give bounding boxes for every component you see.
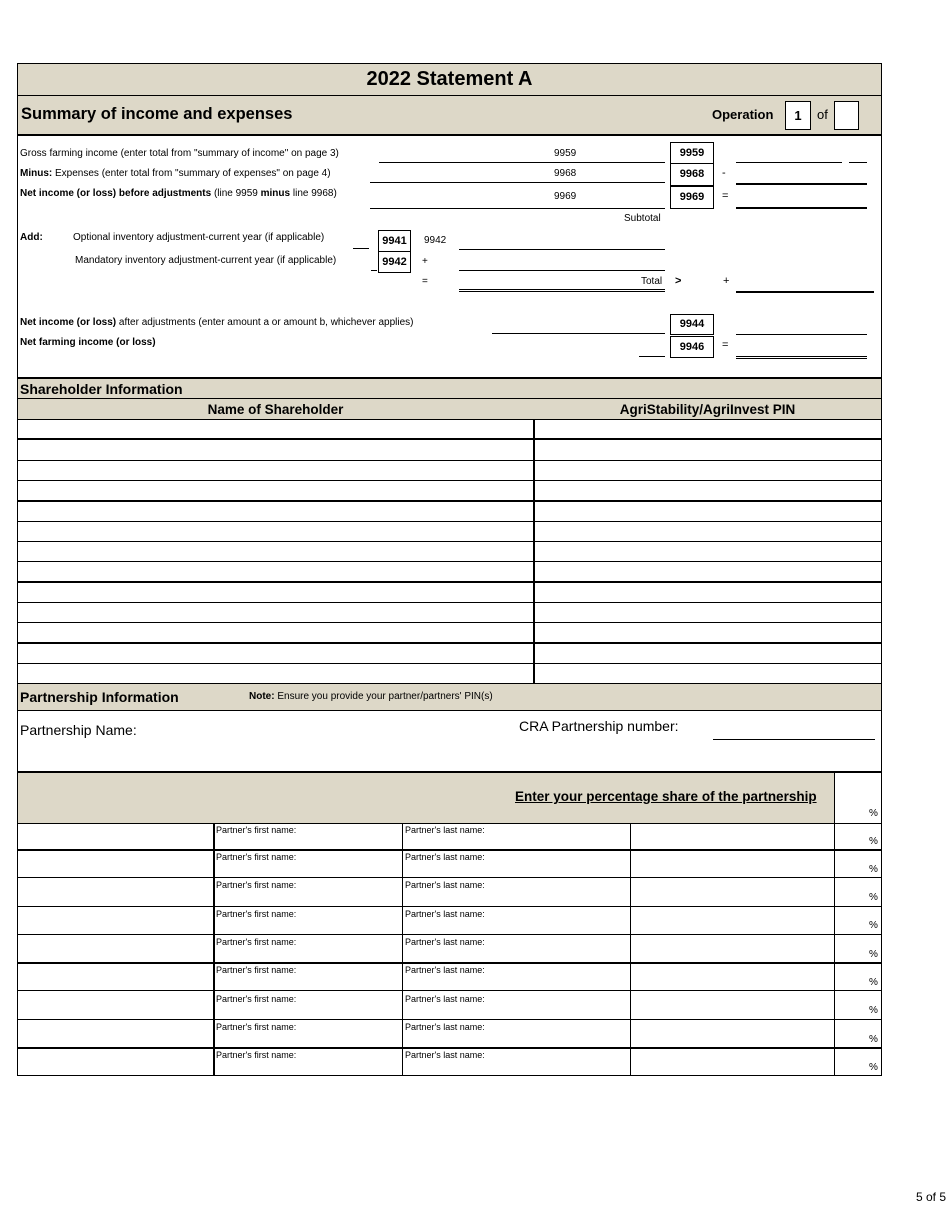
- partner-first-name-label: Partner's first name:: [216, 994, 297, 1004]
- partnership-note: [249, 691, 493, 702]
- total-amount-field[interactable]: [459, 276, 665, 292]
- partner-percent: %: [869, 1005, 878, 1016]
- subtotal-label: Subtotal: [624, 213, 661, 224]
- shareholder-pin-col: AgriStability/AgriInvest PIN: [619, 402, 796, 417]
- code-9942-box: 9942: [378, 251, 411, 273]
- partner-last-name-label: Partner's last name:: [405, 880, 485, 890]
- total-result-field[interactable]: [736, 291, 874, 293]
- partner-percent: %: [869, 920, 878, 931]
- gross-code-ref: 9959: [554, 148, 577, 159]
- partner-last-name-label: Partner's last name:: [405, 1050, 485, 1060]
- table-row[interactable]: [18, 642, 881, 644]
- code-9968-box: 9968: [670, 163, 714, 186]
- partner-last-name-label: Partner's last name:: [405, 965, 485, 975]
- partner-last-name-label: Partner's last name:: [405, 852, 485, 862]
- total-arrow: >: [675, 275, 682, 287]
- gross-income-amount-field[interactable]: [379, 148, 665, 163]
- table-row[interactable]: [18, 480, 881, 481]
- total-label: Total: [641, 276, 663, 287]
- partner-last-name-label: Partner's last name:: [405, 909, 485, 919]
- partner-last-name-label: Partner's last name:: [405, 1022, 485, 1032]
- net-equals-operator: =: [722, 190, 729, 202]
- after-adjustments-text: after adjustments (enter amount a or amount b, whichever applies): [118, 317, 414, 328]
- after-adjustments-bold: Net income (or loss): [20, 317, 117, 328]
- table-row[interactable]: [18, 561, 881, 562]
- expenses-amount-field[interactable]: [370, 168, 665, 183]
- partner-first-name-label: Partner's first name:: [216, 965, 297, 975]
- partnership-name-label: Partnership Name:: [20, 722, 137, 738]
- partner-first-name-label: Partner's first name:: [216, 1050, 297, 1060]
- after-adjustments-total-field[interactable]: [736, 321, 867, 335]
- net-farming-total-field[interactable]: [736, 344, 867, 359]
- net-income-line: [20, 188, 337, 199]
- net-farming-amount-field[interactable]: [639, 343, 665, 357]
- gross-cents-field[interactable]: [849, 148, 867, 163]
- operation-number-field[interactable]: 1: [785, 101, 811, 130]
- net-farming-equals: =: [722, 339, 729, 351]
- of-label: of: [817, 107, 828, 122]
- after-adjustments-line: [20, 317, 414, 328]
- minus-operator: -: [722, 167, 726, 179]
- optional-code-ref: 9942: [424, 235, 447, 246]
- optional-inventory-field[interactable]: [353, 236, 369, 249]
- note-label: Note:: [249, 691, 275, 702]
- net-farming-text: Net farming income (or loss): [20, 337, 156, 348]
- partner-first-name-label: Partner's first name:: [216, 909, 297, 919]
- add-label: Add:: [20, 232, 43, 243]
- summary-section-title: Summary of income and expenses: [21, 105, 293, 123]
- minus-text: Expenses (enter total from "summary of expenses" on page 4): [55, 168, 331, 179]
- minus-line: [20, 168, 331, 179]
- note-text: Ensure you provide your partner/partners' PIN(s): [277, 691, 493, 702]
- page-title: 2022 Statement A: [366, 68, 533, 90]
- shareholder-section-title: Shareholder Information: [20, 381, 183, 397]
- mandatory-inventory-field[interactable]: [371, 258, 377, 271]
- plus-sign: +: [422, 256, 428, 267]
- after-adjustments-amount-field[interactable]: [492, 320, 665, 334]
- table-row[interactable]: [18, 602, 881, 603]
- net-income-bold: Net income (or loss) before adjustments: [20, 188, 212, 199]
- net-income-end: line 9968): [292, 188, 337, 199]
- partner-first-name-label: Partner's first name:: [216, 852, 297, 862]
- partner-first-name-label: Partner's first name:: [216, 1022, 297, 1032]
- table-row[interactable]: [18, 622, 881, 623]
- optional-inventory-text: Optional inventory adjustment-current year (if applicable): [73, 232, 325, 243]
- code-9969-box: 9969: [670, 186, 714, 209]
- cra-partnership-label: CRA Partnership number:: [519, 718, 679, 734]
- form-title-bar: [18, 64, 881, 95]
- partner-last-name-label: Partner's last name:: [405, 825, 485, 835]
- net-income-mid: (line 9959: [213, 188, 258, 199]
- table-row[interactable]: [18, 438, 881, 440]
- net-code-ref: 9969: [554, 191, 577, 202]
- page-number: 5 of 5: [916, 1190, 947, 1204]
- net-income-total-field[interactable]: [736, 207, 867, 209]
- gross-income-text: Gross farming income (enter total from "summary of income" on page 3): [20, 148, 339, 159]
- partner-first-name-label: Partner's first name:: [216, 880, 297, 890]
- mandatory-inventory-text: Mandatory inventory adjustment-current year (if applicable): [75, 255, 337, 266]
- gross-total-field[interactable]: [736, 148, 842, 163]
- partner-last-name-label: Partner's last name:: [405, 994, 485, 1004]
- partner-last-name-label: Partner's last name:: [405, 937, 485, 947]
- minus-label: Minus:: [20, 168, 53, 179]
- minus-code-ref: 9968: [554, 168, 577, 179]
- net-income-minus: minus: [260, 188, 291, 199]
- partner-percent: %: [869, 836, 878, 847]
- partnership-section-title: Partnership Information: [20, 689, 179, 705]
- equals-sign: =: [422, 276, 428, 287]
- partner-percent: %: [869, 892, 878, 903]
- percentage-share-percent: %: [869, 808, 878, 819]
- table-row[interactable]: [18, 460, 881, 461]
- mandatory-amount-field[interactable]: [459, 257, 665, 271]
- table-row[interactable]: [18, 581, 881, 583]
- shareholder-name-col: Name of Shareholder: [207, 402, 344, 417]
- code-9946-box: 9946: [670, 336, 714, 358]
- expenses-total-field[interactable]: [736, 183, 867, 185]
- table-row[interactable]: [18, 500, 881, 502]
- partner-percent: %: [869, 1062, 878, 1073]
- partner-first-name-label: Partner's first name:: [216, 825, 297, 835]
- partner-first-name-label: Partner's first name:: [216, 937, 297, 947]
- partner-percent: %: [869, 864, 878, 875]
- partner-percent: %: [869, 1034, 878, 1045]
- net-income-amount-field[interactable]: [370, 192, 665, 209]
- total-plus: +: [723, 275, 730, 287]
- table-row[interactable]: [18, 541, 881, 542]
- operation-label: Operation: [712, 107, 774, 122]
- code-9959-box: 9959: [670, 142, 714, 165]
- code-9944-box: 9944: [670, 314, 714, 335]
- partner-percent: %: [869, 949, 878, 960]
- table-row[interactable]: [18, 521, 881, 522]
- cra-partnership-number-field[interactable]: [713, 724, 875, 740]
- partner-percent: %: [869, 977, 878, 988]
- statement-a-form: [17, 63, 882, 1076]
- code-9941-box: 9941: [378, 230, 411, 252]
- percentage-share-label: Enter your percentage share of the partnership: [515, 789, 817, 804]
- operation-total-field[interactable]: [834, 101, 859, 130]
- table-row[interactable]: [18, 663, 881, 664]
- optional-amount-field[interactable]: [459, 236, 665, 250]
